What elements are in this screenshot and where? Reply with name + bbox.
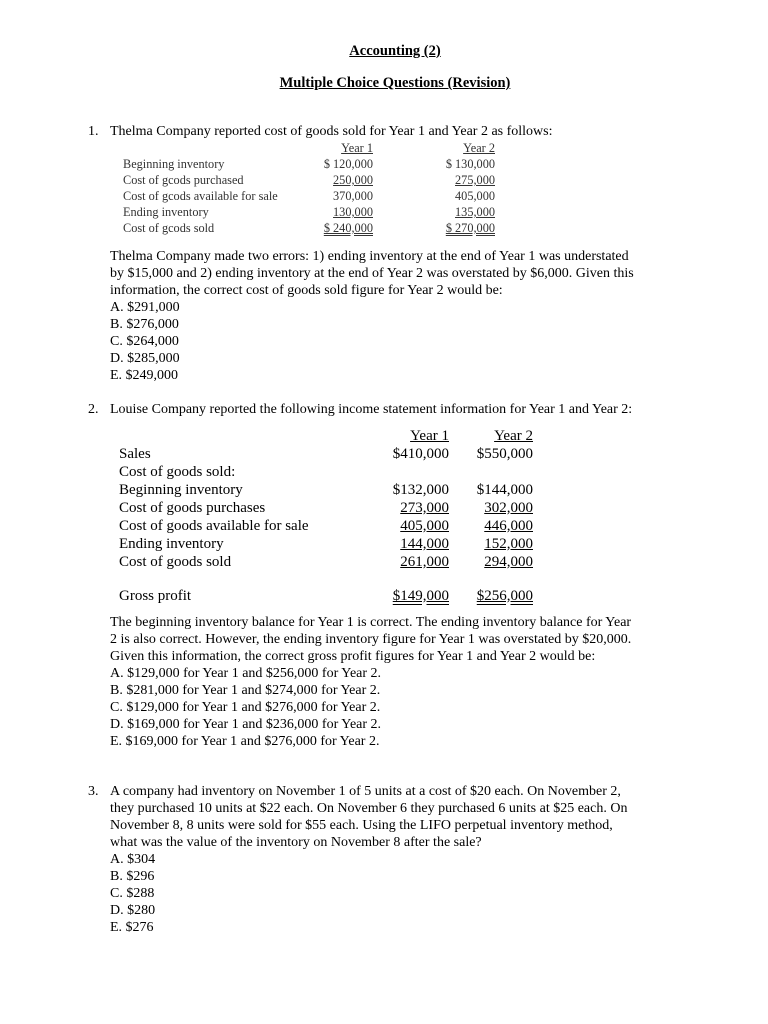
table-row: [123, 172, 503, 188]
row-label: Beginning inventory: [123, 157, 225, 171]
table-row: [123, 188, 503, 204]
answer-option: E. $249,000: [110, 368, 179, 383]
answer-option: C. $264,000: [110, 334, 179, 349]
row-label: Cost of gcods sold: [123, 221, 215, 235]
question-2-body: [88, 614, 738, 750]
question-text-line: information, the correct cost of goods sold figure for Year 2 would be:: [110, 283, 503, 298]
col-header: Year 2: [463, 141, 495, 155]
year1-value: 130,000: [333, 205, 373, 219]
question-text-line: Given this information, the correct gross profit figures for Year 1 and Year 2 would be:: [110, 649, 596, 664]
col-header: Year 1: [341, 141, 373, 155]
q1-table: [123, 140, 503, 236]
row-label: Cost of gcods available for sale: [123, 189, 278, 203]
question-number: 1.: [88, 124, 99, 139]
year2-value: $ 130,000: [445, 157, 495, 171]
question-text-line: The beginning inventory balance for Year 1 is correct. The ending inventory balance for Year: [110, 615, 632, 630]
answer-option: D. $169,000 for Year 1 and $236,000 for Year 2.: [110, 717, 382, 732]
document-subtitle: Multiple Choice Questions (Revision): [279, 75, 511, 91]
year2-value: $256,000: [476, 588, 533, 604]
table-row: [119, 553, 539, 571]
row-label: Beginning inventory: [119, 482, 243, 498]
question-text-line: by $15,000 and 2) ending inventory at the end of Year 2 was overstated by $6,000. Given this: [110, 266, 634, 281]
question-text-line: November 8, 8 units were sold for $55 each. Using the LIFO perpetual inventory method,: [110, 818, 613, 833]
year2-value: 135,000: [455, 205, 495, 219]
row-label: Ending inventory: [119, 536, 224, 552]
row-label: Cost of goods sold:: [119, 464, 236, 480]
row-label: Cost of goods sold: [119, 554, 232, 570]
gross-profit-row: [119, 587, 539, 605]
year2-value: 294,000: [484, 554, 533, 570]
year1-value: 250,000: [333, 173, 373, 187]
table-row: [119, 463, 539, 481]
answer-option: A. $304: [110, 852, 156, 867]
year2-value: 446,000: [484, 518, 533, 534]
year1-value: 273,000: [400, 500, 449, 516]
table-row: [123, 204, 503, 220]
table-row: [119, 481, 539, 499]
question-number: 3.: [88, 784, 99, 799]
row-label: Sales: [119, 446, 151, 462]
question-text-line: Thelma Company made two errors: 1) ending inventory at the end of Year 1 was understated: [110, 249, 629, 264]
table-row: [123, 220, 503, 236]
q2-table: [119, 427, 539, 571]
question-2: [88, 401, 738, 418]
table-row: [119, 445, 539, 463]
row-label: Gross profit: [119, 588, 192, 604]
answer-option: A. $129,000 for Year 1 and $256,000 for Year 2.: [110, 666, 382, 681]
year2-value: $144,000: [476, 482, 533, 498]
year2-value: $ 270,000: [445, 221, 495, 235]
question-intro: Thelma Company reported cost of goods sold for Year 1 and Year 2 as follows:: [110, 124, 553, 139]
answer-option: B. $296: [110, 869, 155, 884]
answer-option: D. $285,000: [110, 351, 180, 366]
answer-option: B. $281,000 for Year 1 and $274,000 for Year 2.: [110, 683, 381, 698]
answer-option: B. $276,000: [110, 317, 179, 332]
year1-value: $132,000: [392, 482, 449, 498]
year2-value: 302,000: [484, 500, 533, 516]
row-label: Cost of goods purchases: [119, 500, 266, 516]
year1-value: 144,000: [400, 536, 449, 552]
answer-option: A. $291,000: [110, 300, 180, 315]
answer-option: D. $280: [110, 903, 156, 918]
question-intro: Louise Company reported the following income statement information for Year 1 and Year 2:: [110, 402, 633, 417]
answer-option: C. $288: [110, 886, 155, 901]
year2-value: 152,000: [484, 536, 533, 552]
question-text-line: they purchased 10 units at $22 each. On November 6 they purchased 6 units at $25 each. On: [110, 801, 628, 816]
table-row: [119, 535, 539, 553]
year1-value: 261,000: [400, 554, 449, 570]
year2-value: 405,000: [455, 189, 495, 203]
col-header: Year 2: [494, 428, 533, 444]
question-text-line: A company had inventory on November 1 of 5 units at a cost of $20 each. On November 2,: [110, 784, 621, 799]
row-label: Ending inventory: [123, 205, 209, 219]
row-label: Cost of gcods purchased: [123, 173, 244, 187]
row-label: Cost of goods available for sale: [119, 518, 309, 534]
year1-value: $410,000: [392, 446, 449, 462]
year1-value: 370,000: [333, 189, 373, 203]
year1-value: 405,000: [400, 518, 449, 534]
question-text-line: what was the value of the inventory on November 8 after the sale?: [110, 835, 482, 850]
table-row: [119, 517, 539, 535]
document-title: Accounting (2): [349, 43, 441, 59]
year1-value: $ 120,000: [323, 157, 373, 171]
question-1: [88, 123, 738, 140]
table-row: [123, 156, 503, 172]
question-number: 2.: [88, 402, 99, 417]
answer-option: E. $276: [110, 920, 154, 935]
question-text-line: 2 is also correct. However, the ending inventory figure for Year 1 was overstated by $20,000.: [110, 632, 632, 647]
answer-option: C. $129,000 for Year 1 and $276,000 for Year 2.: [110, 700, 381, 715]
question-1-body: [88, 248, 738, 384]
col-header: Year 1: [410, 428, 449, 444]
answer-option: E. $169,000 for Year 1 and $276,000 for Year 2.: [110, 734, 380, 749]
question-3: [88, 783, 738, 936]
year1-value: $ 240,000: [323, 221, 373, 235]
year2-value: 275,000: [455, 173, 495, 187]
table-row: [119, 499, 539, 517]
year2-value: $550,000: [476, 446, 533, 462]
year1-value: $149,000: [392, 588, 449, 604]
